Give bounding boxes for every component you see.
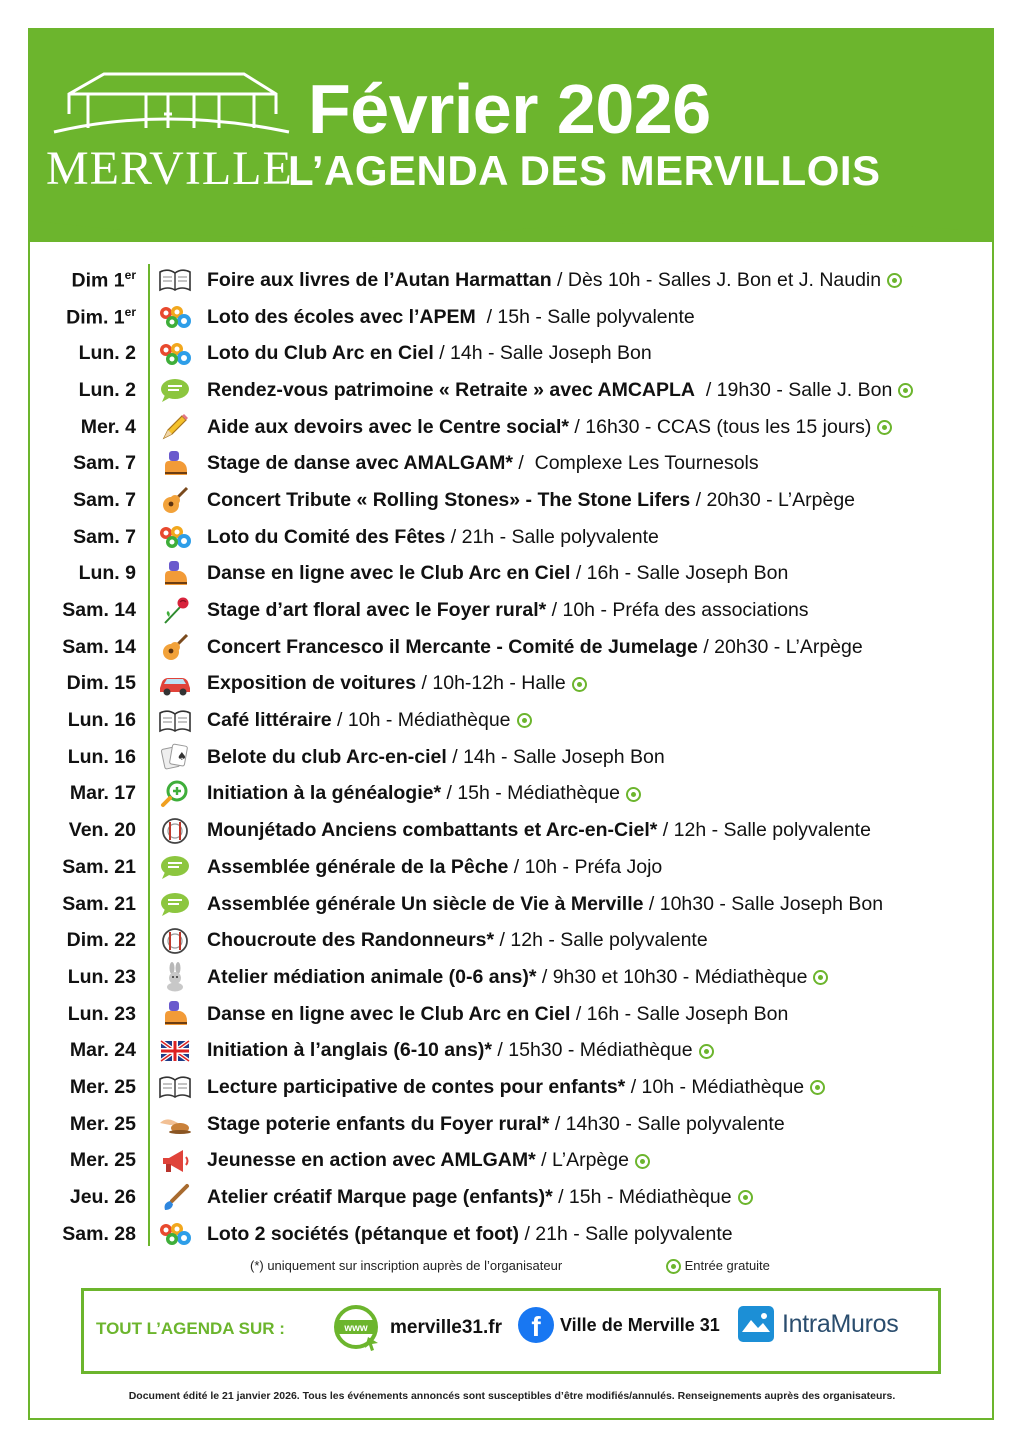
event-row (40, 1069, 980, 1106)
free-entry-icon (517, 713, 532, 728)
event-description (207, 306, 695, 329)
event-date-text: Lun. 16 (67, 745, 136, 768)
event-row (40, 812, 980, 849)
globe-badge: www (344, 1323, 368, 1334)
event-details: / 16h - Salle Joseph Bon (570, 562, 789, 585)
event-row (40, 776, 980, 813)
event-title: Stage poterie enfants du Foyer rural* (207, 1112, 550, 1135)
event-date-text: Mer. 25 (69, 1075, 136, 1098)
logo-text: MERVILLE (46, 142, 293, 195)
event-title: Loto 2 sociétés (pétanque et foot) (207, 1222, 520, 1245)
intramuros-icon (738, 1306, 774, 1342)
event-details: / L’Arpège (535, 1149, 629, 1172)
free-entry-icon (666, 1259, 681, 1274)
plate-cutlery-icon (158, 816, 192, 846)
event-details: / 15h30 - Médiathèque (492, 1039, 693, 1062)
event-date (40, 709, 136, 732)
event-date (40, 893, 136, 916)
dance-shoe-icon (158, 559, 192, 589)
event-row (40, 1179, 980, 1216)
event-title: Loto du Club Arc en Ciel (207, 342, 434, 365)
intramuros-text: IntraMuros (782, 1309, 899, 1338)
event-title: Assemblée générale Un siècle de Vie à Merville (207, 892, 644, 915)
pottery-hands-icon (158, 1109, 192, 1139)
event-row (40, 666, 980, 703)
free-entry-icon (887, 273, 902, 288)
event-date (40, 562, 136, 585)
plate-cutlery-icon (158, 926, 192, 956)
facebook-icon: f (518, 1307, 554, 1343)
event-title: Loto du Comité des Fêtes (207, 525, 446, 548)
free-entry-icon (626, 787, 641, 802)
event-title: Assemblée générale de la Pêche (207, 855, 509, 878)
page-subtitle: L’AGENDA DES MERVILLOIS (288, 147, 881, 194)
event-row (40, 739, 980, 776)
event-details: / 14h - Salle Joseph Bon (433, 342, 652, 365)
event-date (40, 746, 136, 769)
event-date-text: Mer. 4 (80, 415, 136, 438)
event-row (40, 629, 980, 666)
event-title: Concert Francesco il Mercante - Comité de Jumelage (207, 635, 698, 658)
event-row (40, 445, 980, 482)
event-date-text: Dim. 15 (66, 672, 136, 695)
legend-notes (250, 1258, 770, 1273)
free-entry-icon (699, 1044, 714, 1059)
event-description (207, 819, 871, 842)
event-date (40, 1186, 136, 1209)
event-details: / 10h-12h - Halle (416, 672, 566, 695)
event-date (40, 966, 136, 989)
free-entry-icon (898, 383, 913, 398)
event-row (40, 849, 980, 886)
guitar-icon (158, 632, 192, 662)
website-text: merville31.fr (390, 1317, 502, 1338)
event-date-text: Lun. 2 (78, 378, 136, 401)
event-details: / 20h30 - L’Arpège (690, 488, 856, 511)
event-description (207, 709, 532, 732)
event-title: Café littéraire (207, 709, 332, 732)
event-date-text: Ven. 20 (68, 819, 136, 842)
lotto-balls-icon (158, 339, 192, 369)
event-row (40, 409, 980, 446)
event-details: / 21h - Salle polyvalente (445, 525, 659, 548)
event-description (207, 893, 883, 916)
megaphone-icon (158, 1146, 192, 1176)
dance-shoe-icon (158, 449, 192, 479)
car-icon (158, 669, 192, 699)
event-title: Stage de danse avec AMALGAM* (207, 452, 513, 475)
event-title: Danse en ligne avec le Club Arc en Ciel (207, 562, 571, 585)
event-row (40, 592, 980, 629)
event-details: / 12h - Salle polyvalente (657, 819, 871, 842)
pencil-icon (158, 412, 192, 442)
event-date-text: Jeu. 26 (69, 1186, 136, 1209)
globe-icon (332, 1303, 382, 1353)
event-date-text: Sam. 14 (62, 599, 136, 622)
event-description (207, 526, 659, 549)
event-title: Initiation à l’anglais (6-10 ans)* (207, 1039, 492, 1062)
event-date-text: Sam. 28 (62, 1222, 136, 1245)
event-details: / 15h - Médiathèque (552, 1186, 732, 1209)
event-date (40, 782, 136, 805)
event-title: Concert Tribute « Rolling Stones» - The Stone Lifers (207, 488, 691, 511)
rabbit-icon (158, 962, 192, 992)
event-title: Aide aux devoirs avec le Centre social* (207, 415, 570, 438)
book-icon (158, 1072, 192, 1102)
event-details: / Dès 10h - Salles J. Bon et J. Naudin (551, 268, 882, 291)
event-date (40, 929, 136, 952)
facebook-link[interactable] (518, 1307, 720, 1343)
event-title: Initiation à la généalogie* (207, 782, 442, 805)
event-details: / 9h30 et 10h30 - Médiathèque (536, 965, 808, 988)
event-date (40, 379, 136, 402)
free-entry-label: Entrée gratuite (684, 1258, 770, 1273)
event-date-text: Mar. 17 (69, 782, 136, 805)
event-date (40, 305, 136, 330)
event-description (207, 636, 863, 659)
event-row (40, 299, 980, 336)
event-title: Danse en ligne avec le Club Arc en Ciel (207, 1002, 571, 1025)
event-date-text: Sam. 21 (62, 892, 136, 915)
lotto-balls-icon (158, 302, 192, 332)
lotto-balls-icon (158, 1219, 192, 1249)
event-row (40, 1216, 980, 1253)
event-row (40, 1032, 980, 1069)
event-date-text: Lun. 16 (67, 709, 136, 732)
event-row (40, 482, 980, 519)
event-date (40, 1113, 136, 1136)
event-description (207, 1076, 825, 1099)
facebook-text: Ville de Merville 31 (560, 1314, 720, 1335)
event-row (40, 519, 980, 556)
event-details: / 10h - Préfa des associations (546, 599, 809, 622)
event-row (40, 1143, 980, 1180)
event-description (207, 929, 708, 952)
event-title: Exposition de voitures (207, 672, 417, 695)
event-description (207, 1186, 753, 1209)
event-details: / 14h - Salle Joseph Bon (446, 745, 665, 768)
event-title: Choucroute des Randonneurs* (207, 929, 495, 952)
event-date (40, 1039, 136, 1062)
event-description (207, 1223, 733, 1246)
event-date-text: Lun. 9 (78, 562, 136, 585)
event-row (40, 556, 980, 593)
lotto-balls-icon (158, 522, 192, 552)
event-date (40, 856, 136, 879)
event-date-text: Dim 1 (71, 269, 125, 292)
event-list (40, 262, 980, 1253)
event-date-text: Dim. 22 (66, 929, 136, 952)
event-details: / Complexe Les Tournesols (512, 452, 759, 475)
event-details: / 10h30 - Salle Joseph Bon (643, 892, 884, 915)
event-date (40, 526, 136, 549)
free-entry-icon (813, 970, 828, 985)
rose-icon (158, 596, 192, 626)
event-date-text: Sam. 14 (62, 635, 136, 658)
event-date (40, 416, 136, 439)
event-date-text: Dim. 1 (66, 306, 125, 329)
website-link[interactable] (332, 1303, 502, 1353)
event-date (40, 1076, 136, 1099)
event-description (207, 562, 788, 585)
event-details: / 21h - Salle polyvalente (519, 1222, 733, 1245)
event-date (40, 489, 136, 512)
event-description (207, 966, 828, 989)
date-superscript: er (124, 268, 136, 283)
event-row (40, 372, 980, 409)
guitar-icon (158, 485, 192, 515)
event-date (40, 1149, 136, 1172)
event-row (40, 1106, 980, 1143)
speech-bubble-icon (158, 852, 192, 882)
event-date (40, 452, 136, 475)
event-description (207, 452, 759, 475)
event-date-text: Lun. 2 (78, 342, 136, 365)
event-date-text: Sam. 7 (73, 488, 136, 511)
free-entry-icon (738, 1190, 753, 1205)
event-row (40, 335, 980, 372)
event-title: Jeunesse en action avec AMLGAM* (207, 1149, 536, 1172)
event-description (207, 379, 913, 402)
event-details: / 10h - Médiathèque (625, 1075, 805, 1098)
event-description (207, 1039, 714, 1062)
dance-shoe-icon (158, 999, 192, 1029)
event-description (207, 1113, 785, 1136)
event-details: / 20h30 - L’Arpège (697, 635, 863, 658)
event-date (40, 342, 136, 365)
event-row (40, 959, 980, 996)
event-description (207, 269, 902, 292)
event-date-text: Sam. 7 (73, 452, 136, 475)
agenda-label: TOUT L’AGENDA SUR : (96, 1319, 285, 1338)
magnifier-icon (158, 779, 192, 809)
event-date (40, 1223, 136, 1246)
event-details: / 16h - Salle Joseph Bon (570, 1002, 789, 1025)
event-row (40, 702, 980, 739)
event-description (207, 782, 641, 805)
footer-disclaimer: Document édité le 21 janvier 2026. Tous les événements annoncés sont susceptibles d’être modifiés/annulés. Renseignements auprès des organisateurs. (128, 1390, 896, 1402)
event-description (207, 1149, 650, 1172)
event-details: / 16h30 - CCAS (tous les 15 jours) (569, 415, 872, 438)
date-superscript: er (124, 304, 136, 319)
event-date-text: Sam. 7 (73, 525, 136, 548)
event-title: Rendez-vous patrimoine « Retraite » avec AMCAPLA (207, 378, 695, 401)
speech-bubble-icon (158, 889, 192, 919)
free-entry-icon (572, 677, 587, 692)
free-entry-icon (877, 420, 892, 435)
event-row (40, 262, 980, 299)
event-date-text: Mer. 25 (69, 1112, 136, 1135)
event-date (40, 819, 136, 842)
uk-flag-icon (158, 1036, 192, 1066)
event-details: / 10h - Médiathèque (331, 709, 511, 732)
event-details: / 15h - Salle polyvalente (475, 305, 695, 328)
event-details: / 15h - Médiathèque (441, 782, 620, 805)
book-icon (158, 265, 192, 295)
event-title: Stage d’art floral avec le Foyer rural* (207, 599, 547, 622)
book-icon (158, 706, 192, 736)
event-date (40, 636, 136, 659)
free-entry-legend (660, 1258, 770, 1274)
event-description (207, 416, 892, 439)
event-date (40, 268, 136, 293)
svg-text:♠: ♠ (177, 750, 187, 764)
event-description (207, 856, 662, 879)
event-details: / 12h - Salle polyvalente (494, 929, 708, 952)
event-description (207, 746, 665, 769)
free-entry-icon (635, 1154, 650, 1169)
event-row (40, 886, 980, 923)
event-title: Atelier médiation animale (0-6 ans)* (207, 965, 537, 988)
paintbrush-icon (158, 1183, 192, 1213)
event-details: / 10h - Préfa Jojo (508, 855, 663, 878)
event-date (40, 1003, 136, 1026)
event-title: Foire aux livres de l’Autan Harmattan (207, 268, 552, 291)
event-date-text: Lun. 23 (67, 965, 136, 988)
free-entry-icon (810, 1080, 825, 1095)
event-description (207, 672, 587, 695)
event-title: Belote du club Arc-en-ciel (207, 745, 447, 768)
event-description (207, 599, 809, 622)
event-date-text: Sam. 21 (62, 855, 136, 878)
event-description (207, 342, 652, 365)
event-row (40, 996, 980, 1033)
event-date (40, 599, 136, 622)
speech-bubble-icon (158, 375, 192, 405)
event-date-text: Mer. 25 (69, 1149, 136, 1172)
event-date-text: Mar. 24 (69, 1039, 136, 1062)
event-date-text: Lun. 23 (67, 1002, 136, 1025)
event-title: Atelier créatif Marque page (enfants)* (207, 1186, 553, 1209)
event-title: Mounjétado Anciens combattants et Arc-en-Ciel* (207, 819, 658, 842)
event-date (40, 672, 136, 695)
event-title: Loto des écoles avec l’APEM (207, 305, 476, 328)
intramuros-link[interactable] (738, 1306, 898, 1342)
event-description (207, 489, 855, 512)
event-row (40, 922, 980, 959)
event-description (207, 1003, 788, 1026)
event-title: Lecture participative de contes pour enfants* (207, 1075, 626, 1098)
event-details: / 19h30 - Salle J. Bon (695, 378, 893, 401)
page-title: Février 2026 (308, 70, 711, 148)
registration-note: (*) uniquement sur inscription auprès de l’organisateur (250, 1258, 563, 1273)
playing-cards-icon (158, 742, 192, 772)
event-details: / 14h30 - Salle polyvalente (549, 1112, 785, 1135)
